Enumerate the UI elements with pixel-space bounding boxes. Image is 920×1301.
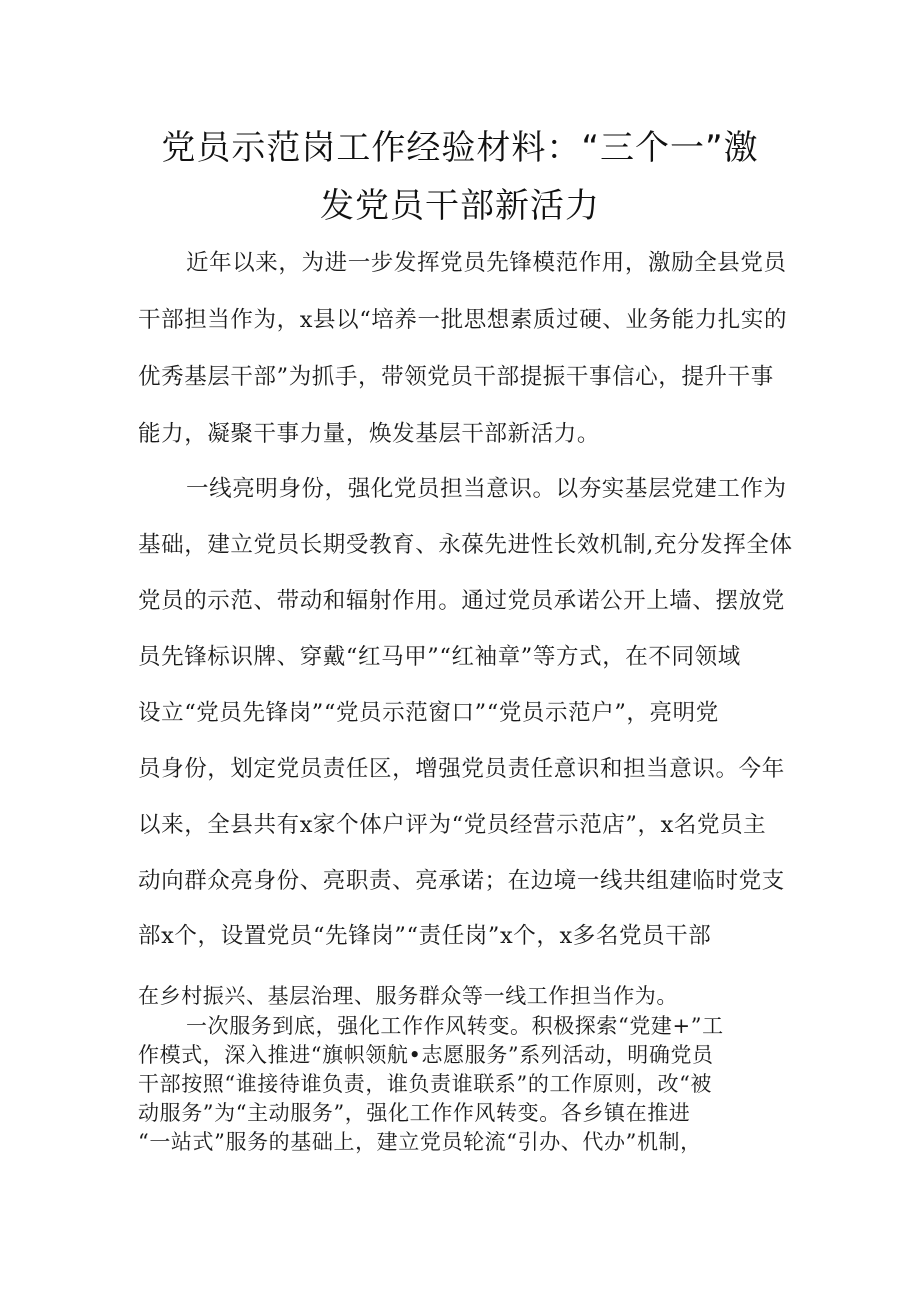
paragraph-line: 员身份，划定党员责任区，增强党员责任意识和担当意识。今年 <box>138 756 785 782</box>
paragraph-line: 优秀基层干部”为抓手，带领党员干部提振干事信心，提升干事 <box>138 364 774 390</box>
paragraph-line: 一线亮明身份，强化党员担当意识。以夯实基层党建工作为 <box>186 476 787 502</box>
paragraph-line: 作模式，深入推进“旗帜领航•志愿服务”系列活动，明确党员 <box>138 1043 714 1067</box>
paragraph-line: 党员的示范、带动和辐射作用。通过党员承诺公开上墙、摆放党 <box>138 588 785 614</box>
paragraph-line: 能力，凝聚干事力量，焕发基层干部新活力。 <box>138 421 601 447</box>
paragraph-line: 设立“党员先锋岗”“党员示范窗口”“党员示范户”，亮明党 <box>138 700 719 726</box>
paragraph-line: 干部担当作为，x县以“培养一批思想素质过硬、业务能力扎实的 <box>138 307 788 333</box>
paragraph-line: 部x个，设置党员“先锋岗”“责任岗”x个，x多名党员干部 <box>138 923 712 949</box>
paragraph-line: 基础，建立党员长期受教育、永葆先进性长效机制,充分发挥全体 <box>138 532 793 558</box>
document-title-line-1: 党员示范岗工作经验材料：“三个一”激 <box>161 128 759 168</box>
paragraph-line: 以来，全县共有x家个体户评为“党员经营示范店”，x名党员主 <box>138 812 767 838</box>
paragraph-line: 动向群众亮身份、亮职责、亮承诺；在边境一线共组建临时党支 <box>138 868 785 894</box>
paragraph-line: 动服务”为“主动服务”，强化工作作风转变。各乡镇在推进 <box>138 1101 691 1125</box>
document-title-line-2: 发党员干部新活力 <box>320 186 600 226</box>
paragraph-line: “一站式”服务的基础上，建立党员轮流“引办、代办”机制， <box>138 1130 702 1154</box>
paragraph-line: 近年以来，为进一步发挥党员先锋模范作用，激励全县党员 <box>186 250 787 276</box>
paragraph-line: 在乡村振兴、基层治理、服务群众等一线工作担当作为。 <box>138 984 678 1008</box>
paragraph-line: 员先锋标识牌、穿戴“红马甲”“红袖章”等方式，在不同领域 <box>138 644 741 670</box>
paragraph-line: 干部按照“谁接待谁负责，谁负责谁联系”的工作原则，改“被 <box>138 1072 713 1096</box>
paragraph-line: 一次服务到底，强化工作作风转变。积极探索“党建+”工 <box>186 1014 724 1038</box>
